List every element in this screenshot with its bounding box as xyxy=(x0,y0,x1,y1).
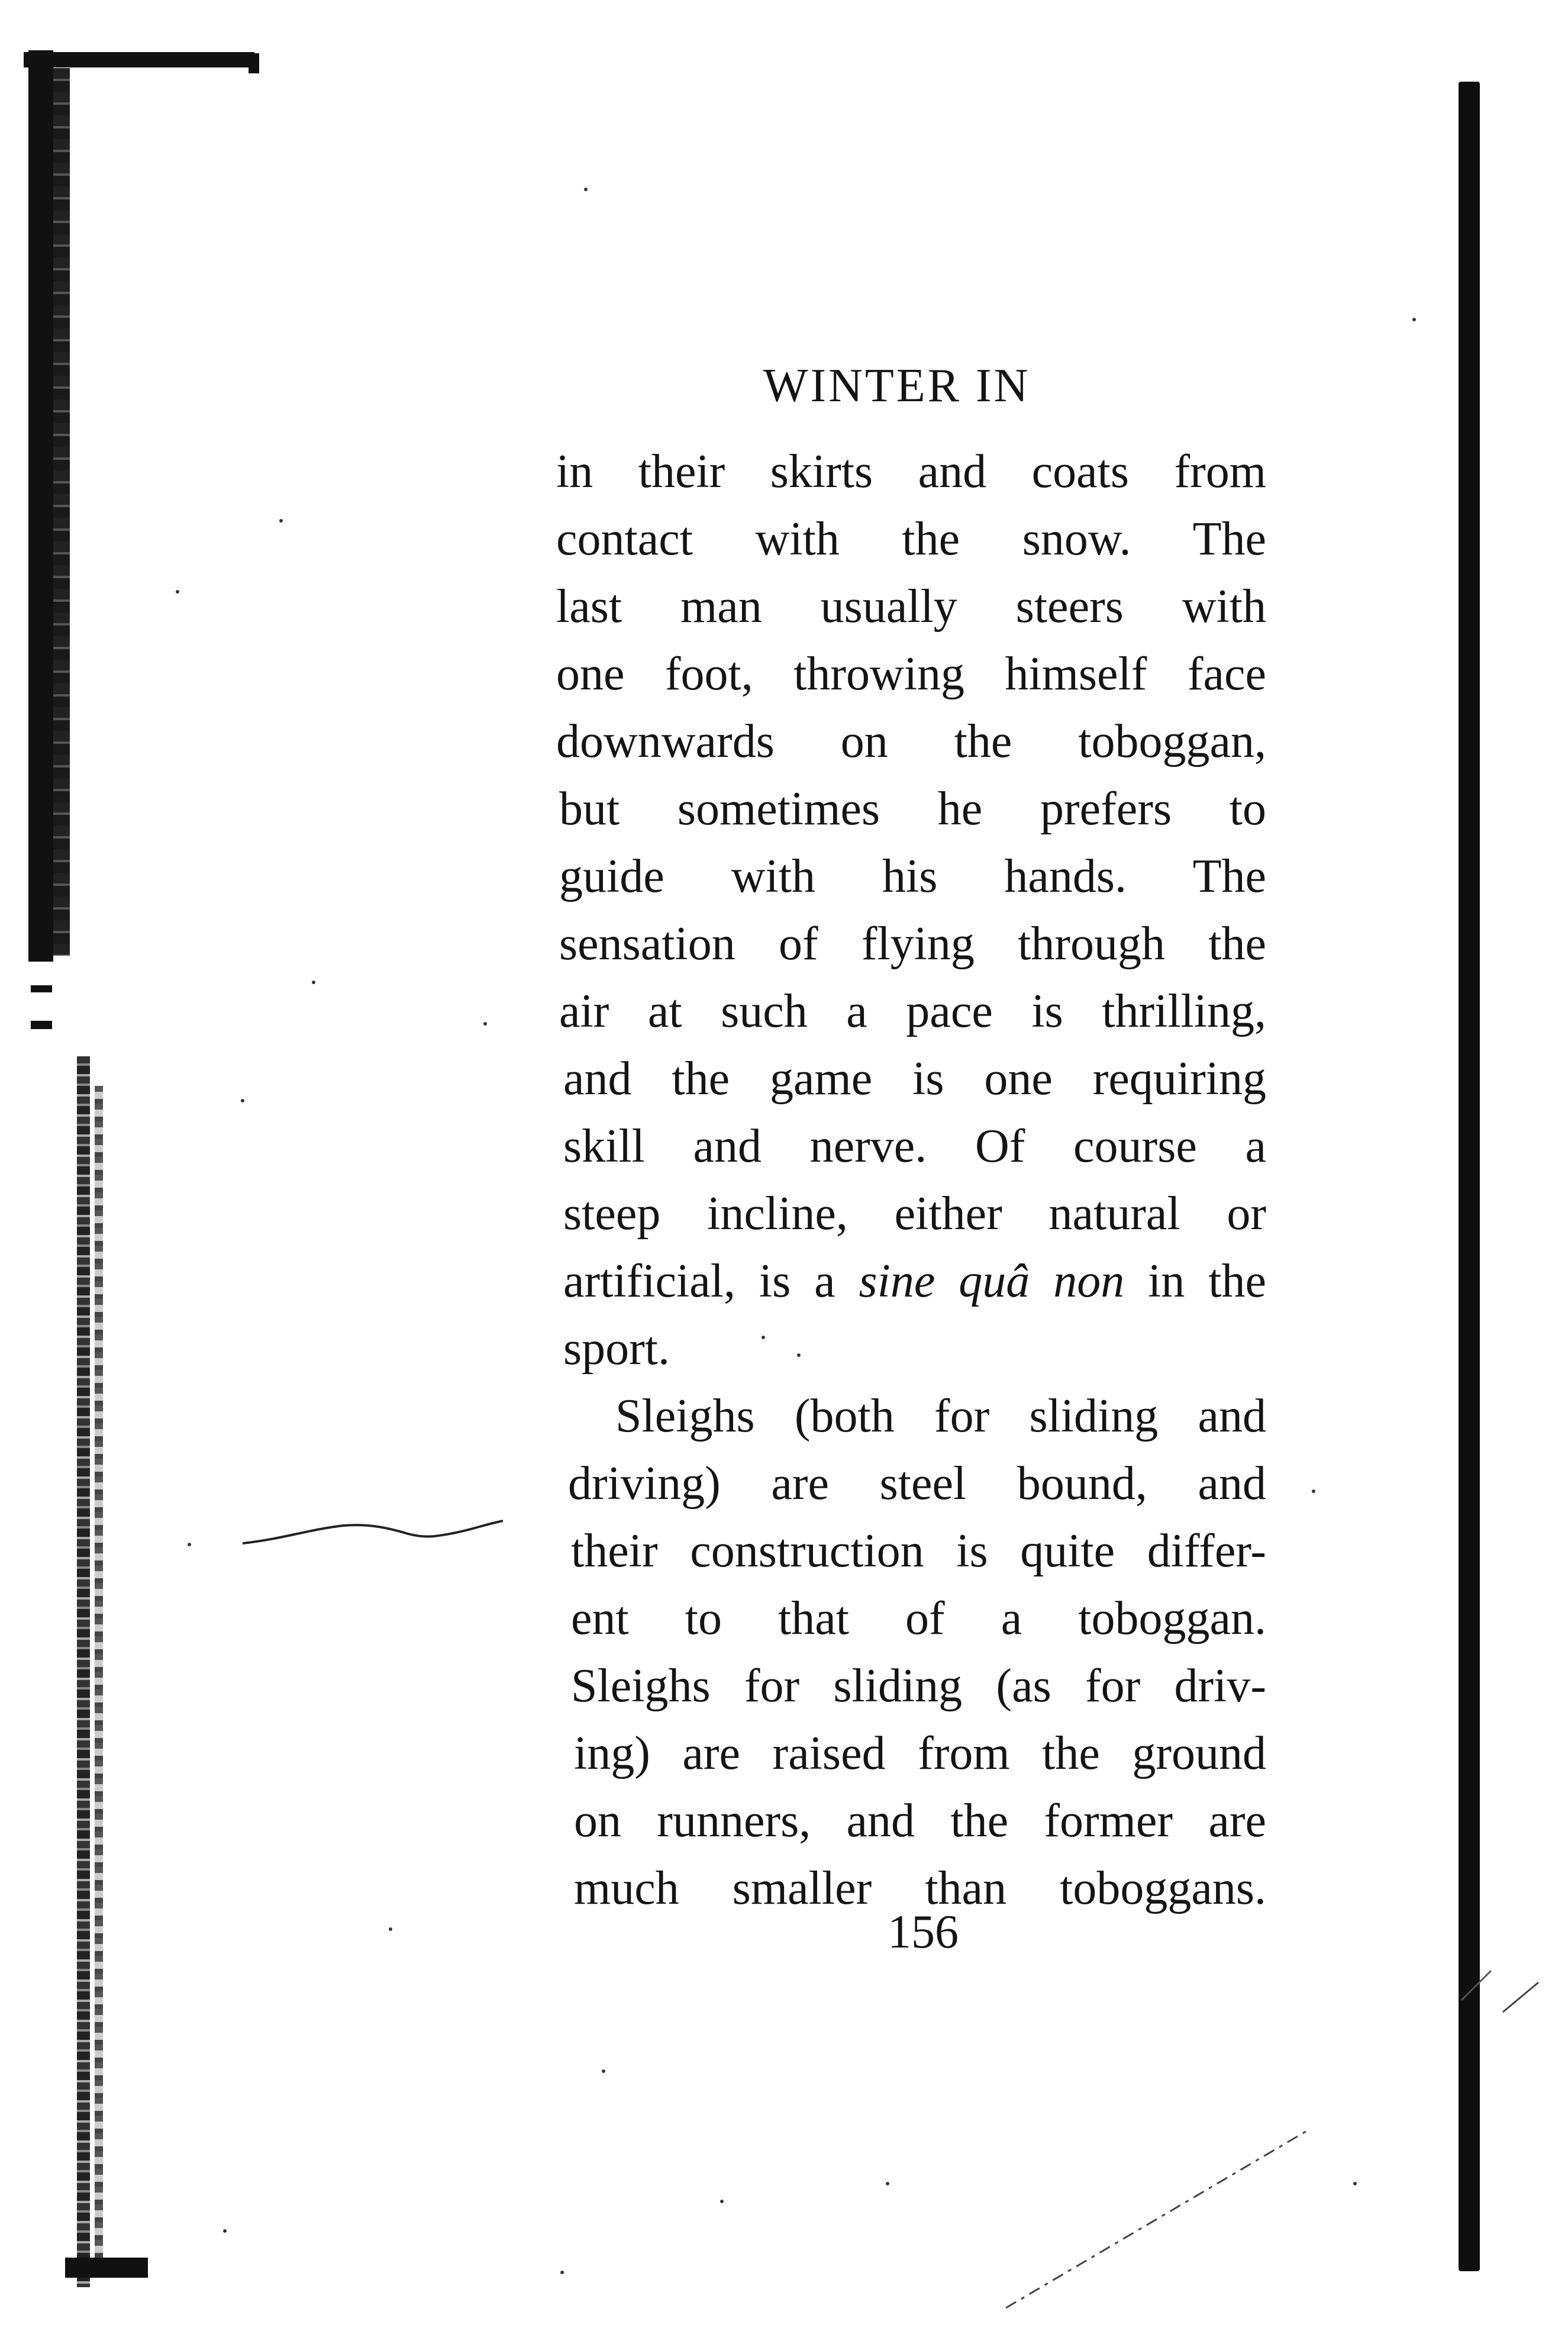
scan-speck xyxy=(602,2069,605,2073)
scan-speck xyxy=(312,981,315,984)
scan-speck xyxy=(188,1543,191,1546)
text-line: in their skirts and coats from xyxy=(556,446,1266,498)
scan-speck xyxy=(483,1022,487,1026)
text-line: much smaller than toboggans. xyxy=(574,1862,1266,1914)
text-line: Sleighs for sliding (as for driv- xyxy=(571,1660,1266,1712)
scan-diagonal xyxy=(1006,2130,1308,2308)
italic-phrase: sine quâ non xyxy=(859,1255,1125,1307)
text-line: guide with his hands. The xyxy=(559,850,1266,902)
text-line: sensation of flying through the xyxy=(559,918,1266,970)
scan-speck xyxy=(584,188,588,191)
text-line: contact with the snow. The xyxy=(556,513,1266,565)
scan-speck xyxy=(560,2271,564,2274)
text-line: but sometimes he prefers to xyxy=(559,783,1266,835)
text-line: skill and nerve. Of course a xyxy=(563,1120,1266,1172)
paragraph-start-line: Sleighs (both for sliding and xyxy=(615,1390,1266,1442)
paragraph-end-line: sport. xyxy=(563,1323,670,1375)
text-run: in the xyxy=(1124,1255,1266,1307)
text-line: air at such a pace is thrilling, xyxy=(559,985,1266,1037)
text-line-italic-phrase xyxy=(563,1247,1266,1315)
text-line: on runners, and the former are xyxy=(574,1795,1266,1847)
scan-speck xyxy=(1312,1489,1315,1493)
scan-speck xyxy=(223,2229,227,2233)
scan-speck xyxy=(1412,318,1416,321)
text-line: last man usually steers with xyxy=(556,581,1266,633)
text-line: one foot, throwing himself face xyxy=(556,648,1266,700)
scan-speck xyxy=(389,1927,392,1931)
text-line: driving) are steel bound, and xyxy=(568,1458,1266,1510)
text-line: downwards on the toboggan, xyxy=(556,715,1266,768)
scan-squiggle xyxy=(243,1521,503,1543)
body-text xyxy=(556,438,1266,1922)
scan-speck xyxy=(886,2182,889,2185)
scan-speck xyxy=(241,1099,244,1102)
scan-speck xyxy=(1353,2182,1357,2185)
scan-speck xyxy=(720,2200,724,2203)
text-line: steep incline, either natural or xyxy=(563,1188,1266,1240)
text-line: and the game is one requiring xyxy=(563,1053,1266,1105)
scan-diagonal xyxy=(1503,1982,1538,2012)
running-head: WINTER IN xyxy=(763,360,1031,412)
page-number: 156 xyxy=(888,1906,959,1958)
scan-speck xyxy=(176,590,179,594)
text-line: their construction is quite differ- xyxy=(571,1525,1266,1577)
scan-speck xyxy=(279,519,283,523)
text-line: ent to that of a toboggan. xyxy=(571,1592,1266,1645)
text-line: ing) are raised from the ground xyxy=(574,1727,1266,1779)
scan-diagonal xyxy=(1461,1971,1491,2000)
text-run: artificial, is a xyxy=(563,1255,859,1307)
